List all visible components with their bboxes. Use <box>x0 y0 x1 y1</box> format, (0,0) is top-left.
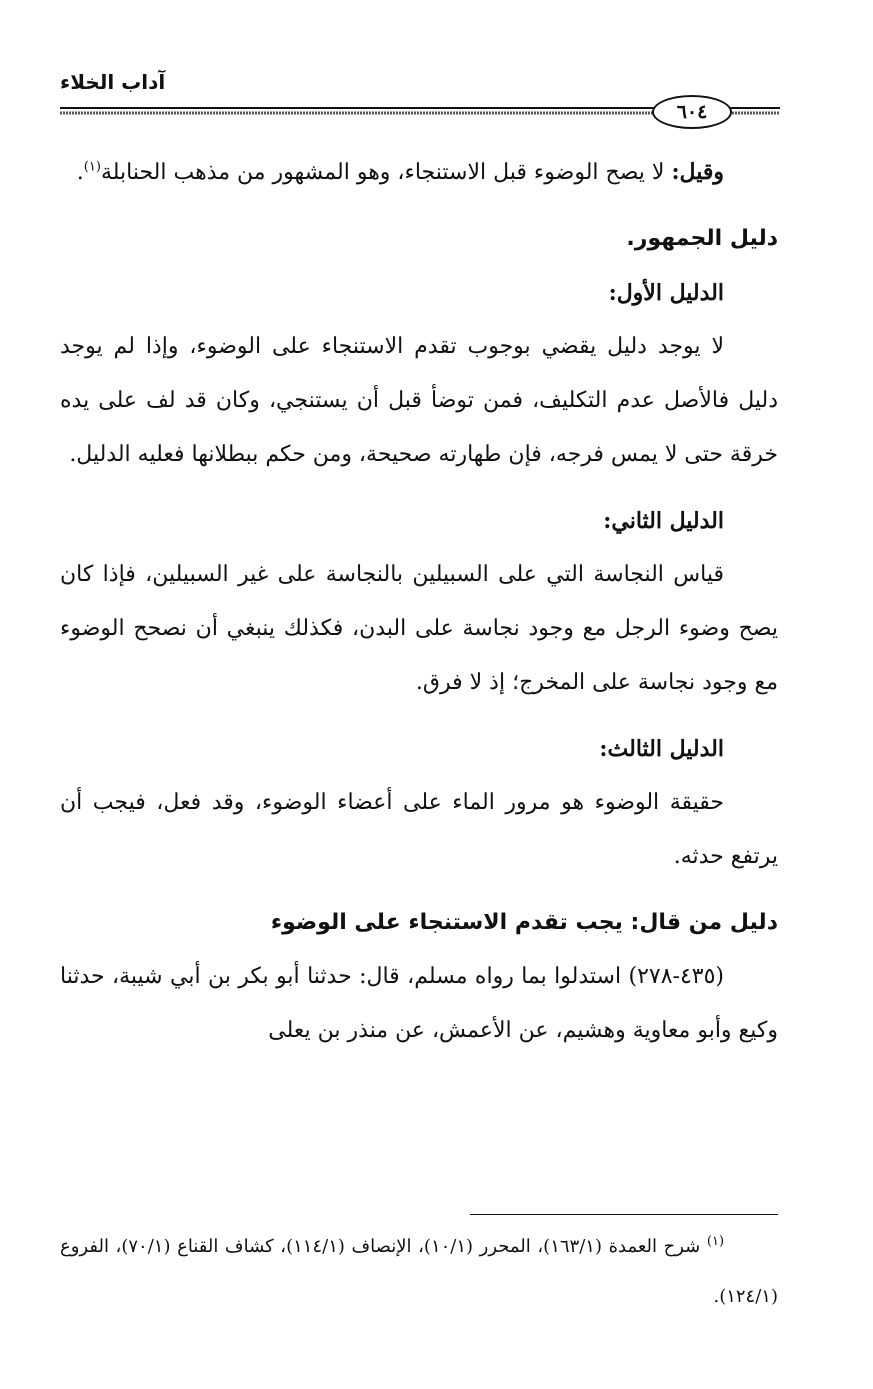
footnote-reference: (١) <box>83 159 101 175</box>
footnotes <box>60 1222 778 1322</box>
evidence-3-title: الدليل الثالث: <box>599 736 724 762</box>
evidence-3-text: حقيقة الوضوء هو مرور الماء على أعضاء الوضوء، وقد فعل، فيجب أن يرتفع حدثه. <box>60 790 778 869</box>
evidence-2-text: قياس النجاسة التي على السبيلين بالنجاسة على غير السبيلين، فإذا كان يصح وضوء الرجل مع وجود نجاسة على البدن، فكذلك ينبغي أن نصحح الوضوء مع وجود نجاسة على المخرج؛ إذ لا فرق. <box>60 562 778 695</box>
footnote-1 <box>60 1222 778 1322</box>
opinion-text: لا يصح الوضوء قبل الاستنجاء، وهو المشهور من مذهب الحنابلة <box>100 160 672 185</box>
main-text <box>60 145 778 1058</box>
hadith-text: (٤٣٥-٢٧٨) استدلوا بما رواه مسلم، قال: حدثنا أبو بكر بن أبي شيبة، حدثنا وكيع وأبو معاوية وهشيم، عن الأعمش، عن منذر بن يعلى <box>60 964 778 1043</box>
page-number: ٦٠٤ <box>652 95 732 129</box>
evidence-1-text: لا يوجد دليل يقضي بوجوب تقدم الاستنجاء على الوضوء، وإذا لم يوجد دليل فالأصل عدم التكليف، فمن توضأ قبل أن يستنجي، وكان قد لف على يده خرقة حتى لا يمس فرجه، فإن طهارته صحيحة، ومن حكم ببطلانها فعليه الدليل. <box>60 334 778 467</box>
section-title-majority-evidence: دليل الجمهور. <box>626 226 778 251</box>
footnote-text: شرح العمدة (١٦٣/١)، المحرر (١٠/١)، الإنصاف (١١٤/١)، كشاف القناع (٧٠/١)، الفروع (١٢٤/١). <box>60 1236 778 1307</box>
running-header-title: آداب الخلاء <box>60 70 166 94</box>
section-title-opposing-evidence: دليل من قال: يجب تقدم الاستنجاء على الوضوء <box>270 910 778 935</box>
evidence-1-title: الدليل الأول: <box>608 280 724 306</box>
opinion-paragraph <box>60 145 778 200</box>
evidence-2-title: الدليل الثاني: <box>603 508 724 534</box>
footnote-separator <box>470 1214 778 1215</box>
opinion-end: . <box>76 160 84 185</box>
footnote-marker: (١) <box>706 1234 725 1249</box>
opinion-lead: وقيل: <box>671 159 724 185</box>
